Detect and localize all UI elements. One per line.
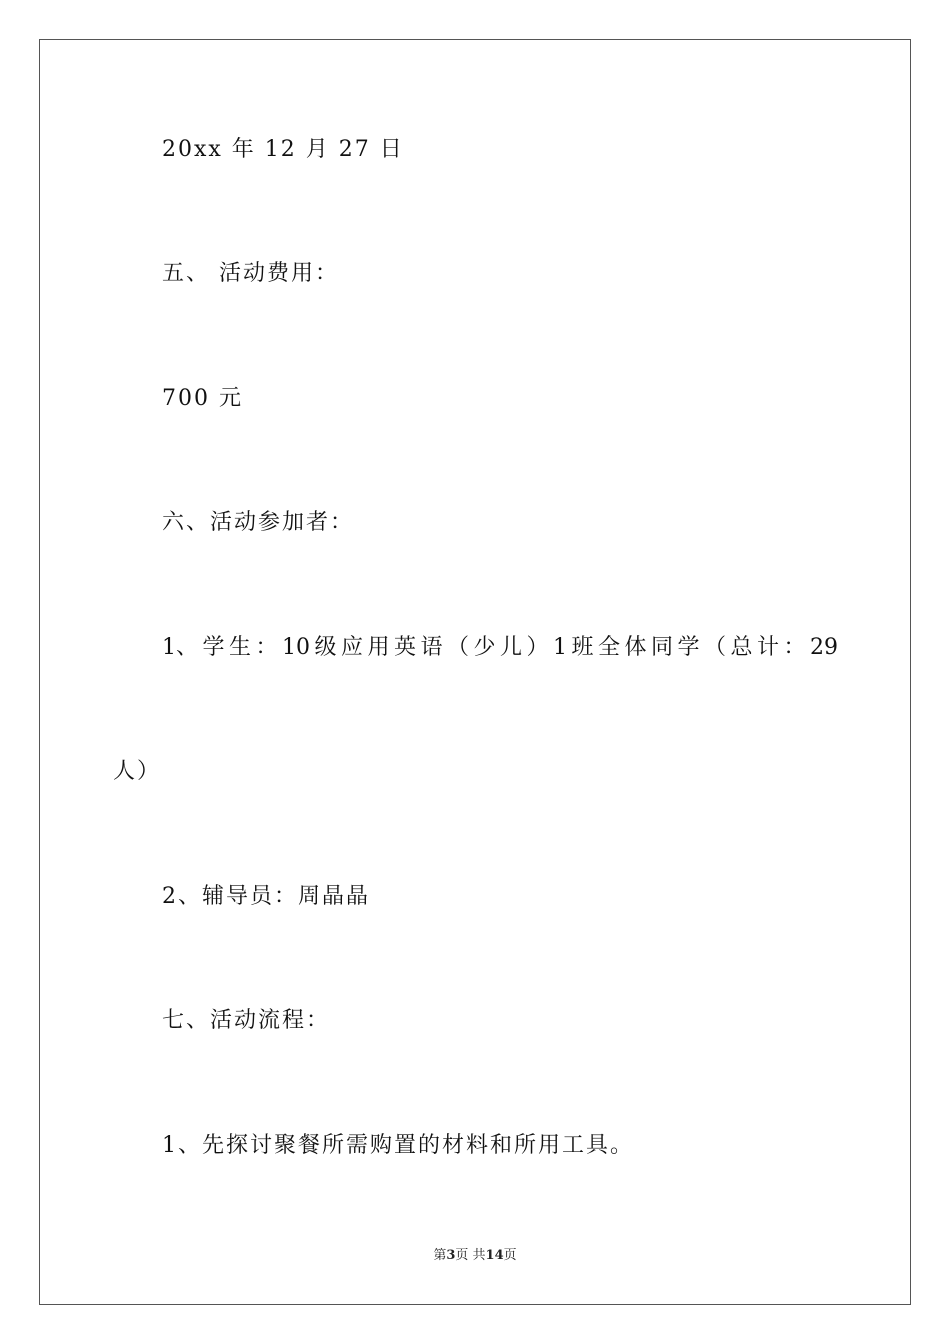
participants-char: 生 (228, 635, 251, 660)
page-border (39, 39, 911, 1305)
date-line: 20xx 年 12 月 27 日 (162, 137, 404, 162)
participants-char: 计 (756, 635, 779, 660)
participants-char: 语 (420, 635, 443, 660)
participants-line-1-text (162, 634, 838, 662)
participants-char: 级 (314, 635, 337, 660)
participants-char: 体 (624, 635, 647, 660)
participants-char: 班 (571, 635, 594, 660)
participants-char: （ (446, 635, 469, 660)
participants-char: 29 (809, 635, 838, 660)
participants-char: 儿 (499, 635, 522, 660)
participants-char: ） (526, 635, 549, 660)
participants-char: （ (703, 635, 726, 660)
participants-char: 总 (730, 635, 753, 660)
participants-char: 学 (202, 635, 225, 660)
section-5-heading: 五、 活动费用： (162, 261, 339, 286)
counselor-line: 2、辅导员：周晶晶 (162, 884, 370, 909)
footer-page-mid: 页 共 (455, 1248, 486, 1263)
participants-char: 应 (340, 635, 363, 660)
footer-page-current: 3 (446, 1248, 456, 1263)
footer-page-suffix: 页 (503, 1248, 517, 1263)
participants-char: 全 (597, 635, 620, 660)
participants-char: 1 (552, 635, 567, 660)
participants-char: ： (255, 635, 278, 660)
footer-page-prefix: 第 (433, 1248, 447, 1263)
section-7-heading: 七、活动流程： (162, 1008, 331, 1033)
participants-char: 同 (650, 635, 673, 660)
participants-char: 学 (677, 635, 700, 660)
footer-page-total: 14 (485, 1248, 504, 1263)
participants-char: 1、 (162, 635, 198, 660)
participants-line-1 (162, 634, 838, 662)
section-6-heading: 六、活动参加者： (162, 510, 355, 535)
process-step-1: 1、先探讨聚餐所需购置的材料和所用工具。 (162, 1133, 634, 1158)
participants-char: 少 (473, 635, 496, 660)
participants-line-2: 人） (113, 759, 162, 784)
participants-char: 10 (281, 635, 310, 660)
participants-char: 用 (367, 635, 390, 660)
participants-char: ： (783, 635, 806, 660)
page-footer (0, 1247, 950, 1265)
cost-amount: 700 元 (162, 386, 243, 411)
participants-char: 英 (393, 635, 416, 660)
